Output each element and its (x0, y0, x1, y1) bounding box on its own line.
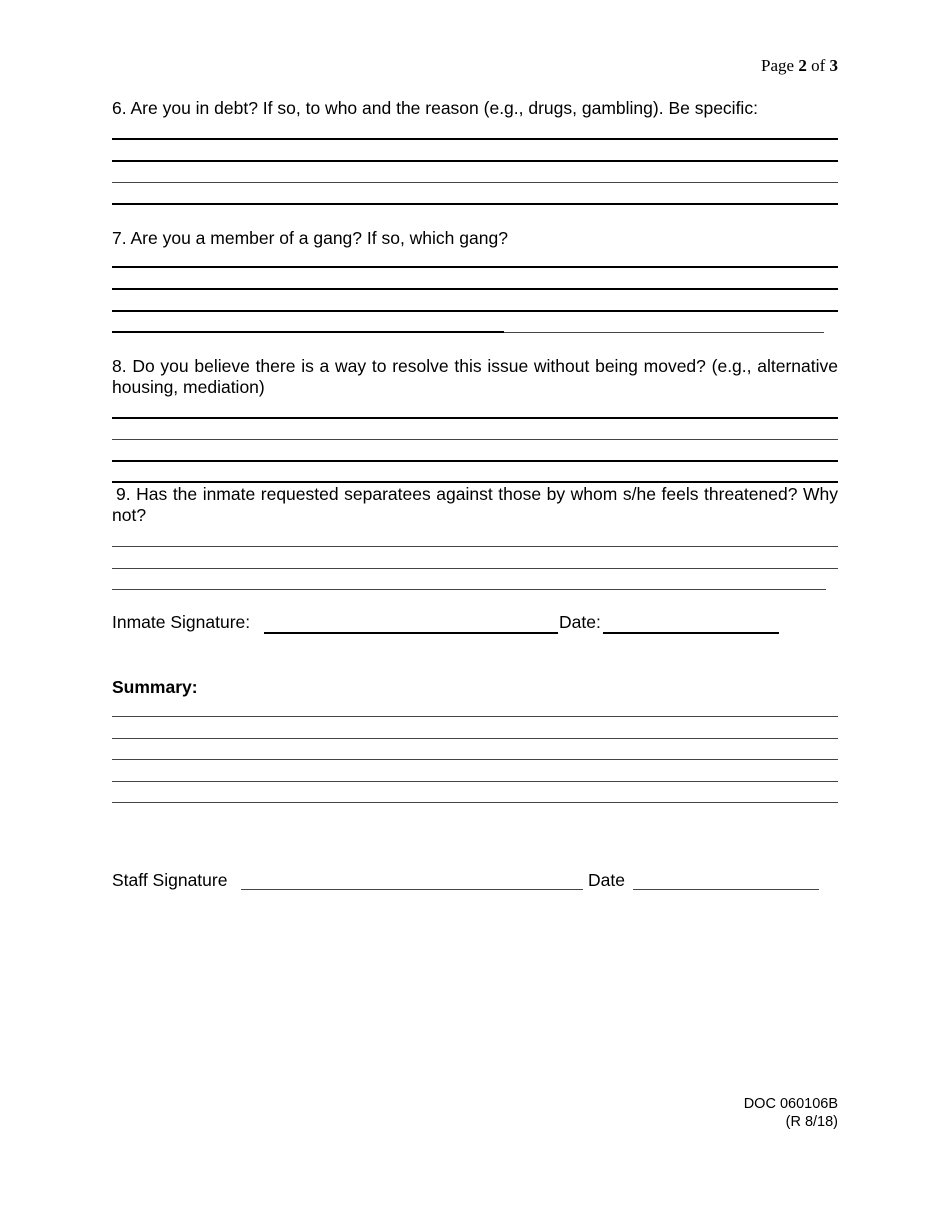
answer-line[interactable] (112, 331, 504, 333)
answer-line[interactable] (112, 589, 826, 590)
question-9: 9. Has the inmate requested separatees against those by whom s/he feels threatened? Why not? (112, 484, 838, 525)
inmate-signature-line[interactable] (264, 632, 558, 634)
summary-line[interactable] (112, 802, 838, 803)
answer-line[interactable] (112, 203, 838, 205)
inmate-signature-label: Inmate Signature: (112, 612, 251, 632)
answer-line[interactable] (504, 332, 824, 333)
answer-line[interactable] (112, 160, 838, 162)
answer-line[interactable] (112, 182, 838, 183)
doc-number: DOC 060106B (743, 1096, 838, 1112)
answer-line[interactable] (112, 481, 838, 483)
page-number: Page 2 of 3 (761, 56, 838, 75)
answer-line[interactable] (112, 310, 838, 312)
answer-line[interactable] (112, 546, 838, 547)
summary-line[interactable] (112, 759, 838, 760)
answer-line[interactable] (112, 266, 838, 268)
answer-line[interactable] (112, 439, 838, 440)
question-6: 6. Are you in debt? If so, to who and the reason (e.g., drugs, gambling). Be specific: (112, 98, 758, 118)
question-8: 8. Do you believe there is a way to resolve this issue without being moved? (e.g., alternative housing, mediation) (112, 356, 838, 397)
answer-line[interactable] (112, 138, 838, 140)
answer-line[interactable] (112, 288, 838, 290)
inmate-date-label: Date: (559, 612, 601, 632)
summary-label: Summary: (112, 677, 198, 697)
staff-signature-label: Staff Signature (112, 870, 228, 890)
summary-line[interactable] (112, 781, 838, 782)
staff-signature-line[interactable] (241, 889, 583, 890)
form-footer (744, 1095, 838, 1131)
staff-date-line[interactable] (633, 889, 819, 890)
revision: (R 8/18) (785, 1114, 838, 1130)
question-7: 7. Are you a member of a gang? If so, which gang? (112, 228, 508, 248)
summary-line[interactable] (112, 716, 838, 717)
answer-line[interactable] (112, 460, 838, 462)
answer-line[interactable] (112, 568, 838, 569)
inmate-date-line[interactable] (603, 632, 779, 634)
summary-line[interactable] (112, 738, 838, 739)
staff-date-label: Date (588, 870, 625, 890)
answer-line[interactable] (112, 417, 838, 419)
